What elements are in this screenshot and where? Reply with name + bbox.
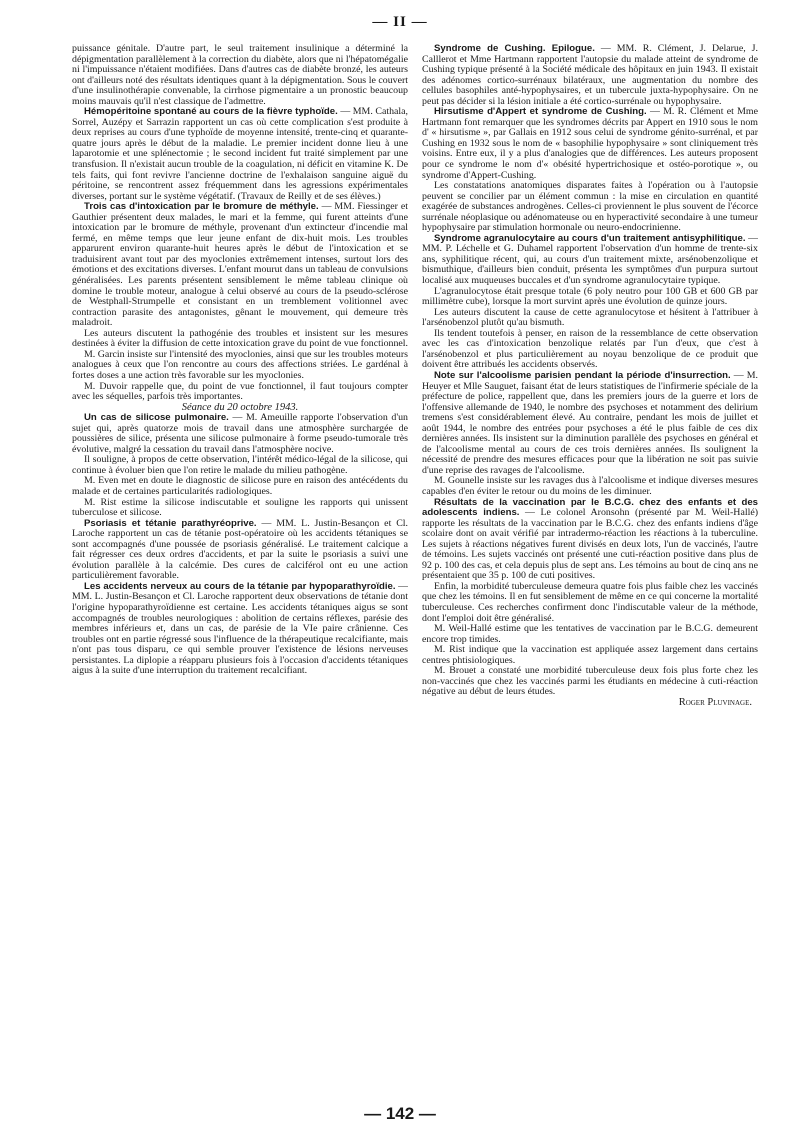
paragraph: M. Even met en doute le diagnostic de silicose pure en raison des antécédents du malade et de certaines particularités radiologiques. xyxy=(72,475,408,497)
paragraph: M. Rist indique que la vaccination est appliquée assez largement dans certains centres phtisiologiques. xyxy=(422,644,758,666)
paragraph xyxy=(72,519,408,582)
paragraph xyxy=(422,44,758,107)
paragraph: L'agranulocytose était presque totale (6 poly neutro pour 100 GB et 600 GB par millimètre cube), lorsque la mort survint après une évolution de quinze jours. xyxy=(422,285,758,308)
paragraph: Enfin, la morbidité tuberculeuse demeura quatre fois plus faible chez les vaccinés que chez les témoins. Il en fut sensiblement de même en ce qui concerne la mortalité tuberculeuse. Ces recherches confirment donc l'indiscutable valeur de la méthode, dont l'emploi doit être généralisé. xyxy=(422,580,758,624)
paragraph xyxy=(422,234,758,287)
paragraph: Ils tendent toutefois à penser, en raison de la ressemblance de cette observation avec les cas d'intoxication benzolique relatés par l'un d'eux, que c'est à l'arsénobenzol et plus particulièrement au noyau benzolique de ce produit que doivent être attribués les accidents observés. xyxy=(422,327,758,371)
section-heading: Hirsutisme d'Appert et syndrome de Cushing. xyxy=(434,106,647,118)
paragraph xyxy=(72,202,408,329)
author-signature: Roger Pluvinage. xyxy=(678,696,752,708)
section-heading: Un cas de silicose pulmonaire. xyxy=(84,412,229,424)
right-column xyxy=(422,44,758,1084)
paragraph: M. Gounelle insiste sur les ravages dus à l'alcoolisme et indique diverses mesures capables d'en éviter le retour ou du moins de les diminuer. xyxy=(422,475,758,497)
paragraph-text: — MM. R. Clément, J. Delarue, J. Calllerot et Mme Hartmann rapportent l'autopsie du malade atteint de syndrome de Cushing typique présenté à la Société médicale des hôpitaux en juin 1943. Il existait des adénomes cortico-surrénaux bilatéraux, une augmentation du nombre des cellules basophiles anté-hypophysaires, et un tubercule juxta-hypophysaire. On ne peut pas décider si la lésion initiale a été cortico-surrénale ou hypophysaire. xyxy=(422,44,758,107)
paragraph xyxy=(72,107,408,202)
section-heading: Psoriasis et tétanie parathyréoprive. xyxy=(84,517,257,529)
paragraph-text: — Le colonel Aronsohn (présenté par M. Weil-Hallé) rapporte les résultats de la vaccination par le B.C.G. chez des enfants indiens d'âge scolaire dont on avait vérifié par intradermo-réaction les réactions à la tuberculine. Les sujets à réactions négatives furent divisés en deux lots, l'un de vaccinés, l'autre de témoins. Les sujets vaccinés ont présenté une cuti-réaction positive dans plus de 92 p. 100 des cas, et cela depuis plus de sept ans. Les témoins au bout de cinq ans ne présentaient que 35 p. 100 de cuti positives. xyxy=(422,507,758,582)
paragraph: M. Weil-Hallé estime que les tentatives de vaccination par le B.C.G. demeurent encore trop timides. xyxy=(422,623,758,645)
paragraph xyxy=(422,498,758,582)
session-date: Séance du 20 octobre 1943. xyxy=(181,401,299,413)
paragraph-text: — MM. Cathala, Sorrel, Auzépy et Sarrazin rapportent un cas où cette complication s'est produite à deux reprises au cours d'une typhoïde de moyenne intensité, trente-cinq et quarante-quatre jours après le début de la maladie. Le premier incident donne lieu à une laparotomie et une splénectomie ; le second incident fut traité simplement par une transfusion. Il n'existait aucun trouble de la coagulation, ni déficit en vitamine K. De tels faits, qui font revivre l'ancienne doctrine de l'exhalaison sanguine aiguë du péritoine, se rencontrent assez fréquemment dans les agressions expérimentales diverses, portant sur le système végétatif. (Travaux de Reilly et de ses élèves.) xyxy=(72,106,408,202)
paragraph xyxy=(422,107,758,181)
paragraph: Il souligne, à propos de cette observation, l'intérêt médico-légal de la silicose, qui continue à évoluer bien que l'on retire le malade du milieu pathogène. xyxy=(72,454,408,476)
section-heading: Trois cas d'intoxication par le bromure de méthyle. xyxy=(84,201,319,213)
paragraph xyxy=(422,371,758,476)
paragraph: puissance génitale. D'autre part, le seul traitement insulinique a déterminé la dépigmentation parallèlement à la correction du diabète, alors que ni l'hépatomégalie ni l'impuissance n'étaient modifiées. Dans d'autres cas de diabète bronzé, les auteurs ont d'ailleurs noté des résultats identiques quant à la dépigmentation. Sous le couvert d'une insulinothérapie convenable, la cirrhose pigmentaire a un pronostic beaucoup moins mauvais qu'il n'est classique de l'admettre. xyxy=(72,44,408,107)
section-heading: Note sur l'alcoolisme parisien pendant la période d'insurrection. xyxy=(434,369,731,381)
paragraph: Les auteurs discutent la pathogénie des troubles et insistent sur les mesures destinées à éviter la diffusion de cette intoxication grave du point de vue fonctionnel. xyxy=(72,327,408,350)
paragraph: Les constatations anatomiques disparates faites à l'opération ou à l'autopsie peuvent se concilier par un élément commun : la mise en circulation en quantité exagérée de substances androgènes. Celles-ci proviennent le plus souvent de l'écorce surrénale néoplasique ou adénomateuse ou en hyperactivité secondaire à une tumeur hypophysaire par stimulation hormonale ou neuro-endocrinienne. xyxy=(422,180,758,234)
paragraph: M. Duvoir rappelle que, du point de vue fonctionnel, il faut toujours compter avec les séquelles, parfois très importantes. xyxy=(72,380,408,403)
paragraph: M. Rist estime la silicose indiscutable et souligne les rapports qui unissent tuberculose et silicose. xyxy=(72,496,408,519)
paragraph-text: — M. Heuyer et Mlle Sauguet, faisant état de leurs statistiques de l'infirmerie spéciale de la préfecture de police, rappellent que, dans les premiers jours de la guerre et lors de l'offensive allemande de 1940, le nombre des psychoses et notamment des delirium tremens s'est considérablement élevé. Au contraire, pendant les mois de juillet et août 1944, le nombre des entrées pour psychoses a été le plus faible de ces dix dernières années. Ils insistent sur la diminution parallèle des psychoses en général et de l'alcoolisme mental au cours de ces trois dernières années. Ils soulignent la nécessité de prendre des mesures efficaces pour que la libération ne soit pas suivie d'une reprise des ravages de l'alcoolisme. xyxy=(422,369,758,476)
paragraph xyxy=(72,582,408,677)
paragraph-text: — MM. Fiessinger et Gauthier présentent deux malades, le mari et la femme, qui furent atteints d'une intoxication par le bromure de méthyle, provenant d'un extincteur d'incendie mal fermé, en même temps que leur jeune enfant de dix-huit mois. Les troubles apparurent environ quarante-huit heures après le début de l'intoxication et se traduisirent avant tout par des myoclonies extrêmement intenses, surtout lors des émotions et des excitations diverses. L'enfant mourut dans un tableau de convulsions généralisées. Les parents présentent sensiblement le même tableau clinique où domine le trouble moteur, analogue à celui observé au cours de la pseudo-sclérose de Westphall-Strumpelle et consistant en un tremblement volitionnel avec contraction parasite des antagonistes, gênant le mouvement, qui demeure très maladroit. xyxy=(72,201,408,329)
paragraph-text: — MM. P. Léchelle et G. Duhamel rapportent l'observation d'un homme de trente-six ans, syphilitique récent, qui, au cours d'un traitement mixte, arsénobenzolique et bismuthique, d'ailleurs bien conduit, présenta les symptômes d'un purpura surtout localisé aux muqueuses buccales et d'un syndrome agranulocytaire typique. xyxy=(422,232,758,287)
paragraph: M. Brouet a constaté une morbidité tuberculeuse deux fois plus forte chez les non-vaccinés que chez les vaccinés parmi les étudiants en médecine à cuti-réaction négative au début de leurs études. xyxy=(422,665,758,698)
section-heading: Hémopéritoine spontané au cours de la fièvre typhoïde. xyxy=(84,106,338,118)
section-heading: Les accidents nerveux au cours de la tétanie par hypoparathyroïdie. xyxy=(84,580,396,592)
page-header: — II — xyxy=(372,14,428,30)
left-column xyxy=(72,44,408,1084)
paragraph xyxy=(72,413,408,455)
paragraph-text: — MM. L. Justin-Besançon et Cl. Laroche rapportent un cas de tétanie post-opératoire où les accidents tétaniques se sont accompagnés d'une poussée de psoriasis généralisé. Le traitement calcique a fait régresser ces deux ordres d'accidents, et par la suite le psoriasis a suivi une évolution parallèle à la calcémie. Des cures de calciférol ont eu une action particulièrement favorable. xyxy=(72,517,408,582)
paragraph-text: — MM. L. Justin-Besançon et Cl. Laroche rapportent deux observations de tétanie dont l'origine hypoparathyroïdienne est certaine. Les accidents tétaniques aigus se sont accompagnés de troubles neurologiques : abolition de certains réflexes, parésie des membres inférieurs et, dans un cas, de parésie de la VIe paire crânienne. Ces troubles ont en partie régressé sous l'influence de la thérapeutique recalcifiante, mais n'ont pas tous disparu, ce qui semble prouver l'existence de lésions nerveuses persistantes. La diplopie a réapparu plusieurs fois à l'occasion d'accidents tétaniques aigus à la suite d'une interruption du traitement recalcifiant. xyxy=(72,580,408,677)
paragraph: M. Garcin insiste sur l'intensité des myoclonies, ainsi que sur les troubles moteurs analogues à ceux que l'on rencontre au cours des affections striées. Le gardénal à fortes doses a une action très favorable sur les myoclonies. xyxy=(72,348,408,381)
section-heading: Syndrome de Cushing. Épilogue. xyxy=(434,44,595,54)
section-heading: Résultats de la vaccination par le B.C.G. chez des enfants et des adolescents indiens. xyxy=(422,496,758,519)
page-number: — 142 — xyxy=(364,1104,436,1123)
section-heading: Syndrome agranulocytaire au cours d'un traitement antisyphilitique. xyxy=(434,232,746,244)
paragraph-text: — M. R. Clément et Mme Hartmann font remarquer que les syndromes décrits par Appert en 1910 sous le nom d' « hirsutisme », par Gallais en 1912 sous celui de syndrome génito-surrénal, et par Cushing en 1932 sous le nom de « basophilie hypophysaire » sont cliniquement très voisins. Entre eux, il y a plus d'analogies que de différences. Les auteurs proposent pour ce syndrome le nom d'« obésité hypertrichosique et ostéo-porotique », ou syndrome d'Appert-Cushing. xyxy=(422,106,758,181)
paragraph: Les auteurs discutent la cause de cette agranulocytose et hésitent à l'attribuer à l'arsénobenzol plutôt qu'au bismuth. xyxy=(422,306,758,329)
paragraph-text: — M. Ameuille rapporte l'observation d'un sujet qui, après quatorze mois de travail dans une atmosphère surchargée de poussières de silice, présenta une silicose pulmonaire à forme pseudo-tumorale très évolutive, malgré la cessation du travail dans l'atmosphère nocive. xyxy=(72,412,408,455)
